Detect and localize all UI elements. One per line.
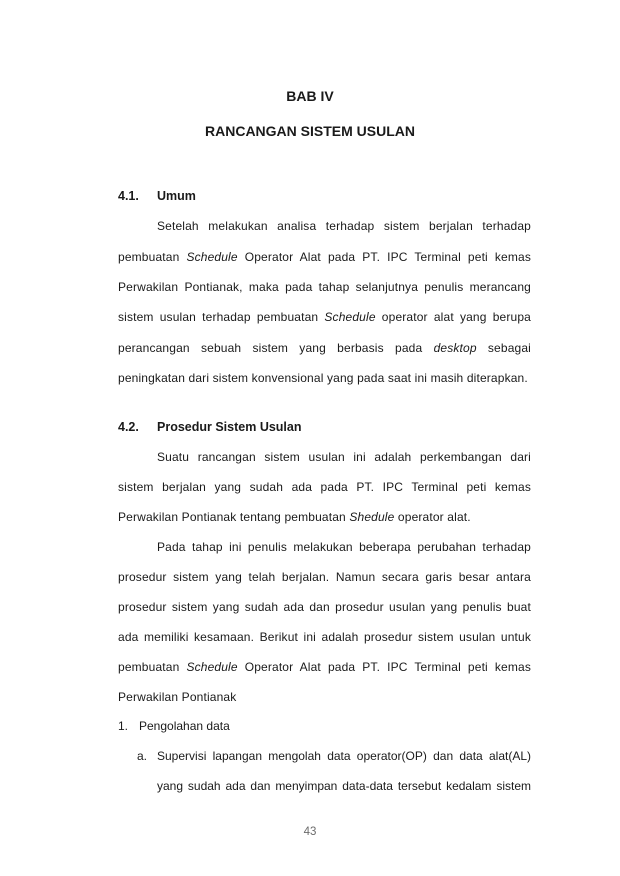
paragraph-line: pembuatan Schedule Operator Alat pada PT. IPC Terminal peti kemas (118, 250, 531, 264)
paragraph-line: Perwakilan Pontianak, maka pada tahap selanjutnya penulis merancang (118, 280, 531, 294)
paragraph-line: sistem usulan terhadap pembuatan Schedule operator alat yang berupa (118, 310, 531, 324)
italic-term: Schedule (186, 660, 238, 674)
sublist-item-line: yang sudah ada dan menyimpan data-data tersebut kedalam sistem (157, 779, 531, 793)
paragraph-line: perancangan sebuah sistem yang berbasis pada desktop sebagai (118, 341, 531, 355)
section-heading: Prosedur Sistem Usulan (157, 420, 302, 434)
section-number: 4.2. (118, 420, 139, 434)
sublist-item-number: a. (137, 749, 148, 763)
italic-term: desktop (433, 341, 477, 355)
chapter-label: BAB IV (286, 88, 334, 104)
section-heading: Umum (157, 189, 196, 203)
paragraph-line: Perwakilan Pontianak tentang pembuatan Shedule operator alat. (118, 510, 471, 524)
list-item-text: Pengolahan data (139, 719, 230, 733)
list-item-number: 1. (118, 719, 129, 733)
italic-term: Shedule (349, 510, 395, 524)
paragraph-line: peningkatan dari sistem konvensional yang pada saat ini masih diterapkan. (118, 371, 528, 385)
paragraph-line: Setelah melakukan analisa terhadap sistem berjalan terhadap (157, 219, 531, 233)
paragraph-line: prosedur sistem yang sudah ada dan prosedur usulan yang penulis buat (118, 600, 531, 614)
paragraph-line: Pada tahap ini penulis melakukan beberapa perubahan terhadap (157, 540, 531, 554)
paragraph-line: sistem berjalan yang sudah ada pada PT. IPC Terminal peti kemas (118, 480, 531, 494)
sublist-item-line: Supervisi lapangan mengolah data operator(OP) dan data alat(AL) (157, 749, 531, 763)
paragraph-line: Perwakilan Pontianak (118, 690, 237, 704)
paragraph-line: pembuatan Schedule Operator Alat pada PT. IPC Terminal peti kemas (118, 660, 531, 674)
section-number: 4.1. (118, 189, 139, 203)
paragraph-line: prosedur sistem yang telah berjalan. Namun secara garis besar antara (118, 570, 531, 584)
chapter-title: RANCANGAN SISTEM USULAN (205, 123, 415, 139)
italic-term: Schedule (324, 310, 376, 324)
italic-term: Schedule (186, 250, 238, 264)
paragraph-line: Suatu rancangan sistem usulan ini adalah perkembangan dari (157, 450, 531, 464)
paragraph-line: ada memiliki kesamaan. Berikut ini adalah prosedur sistem usulan untuk (118, 630, 531, 644)
page-number: 43 (303, 826, 317, 838)
